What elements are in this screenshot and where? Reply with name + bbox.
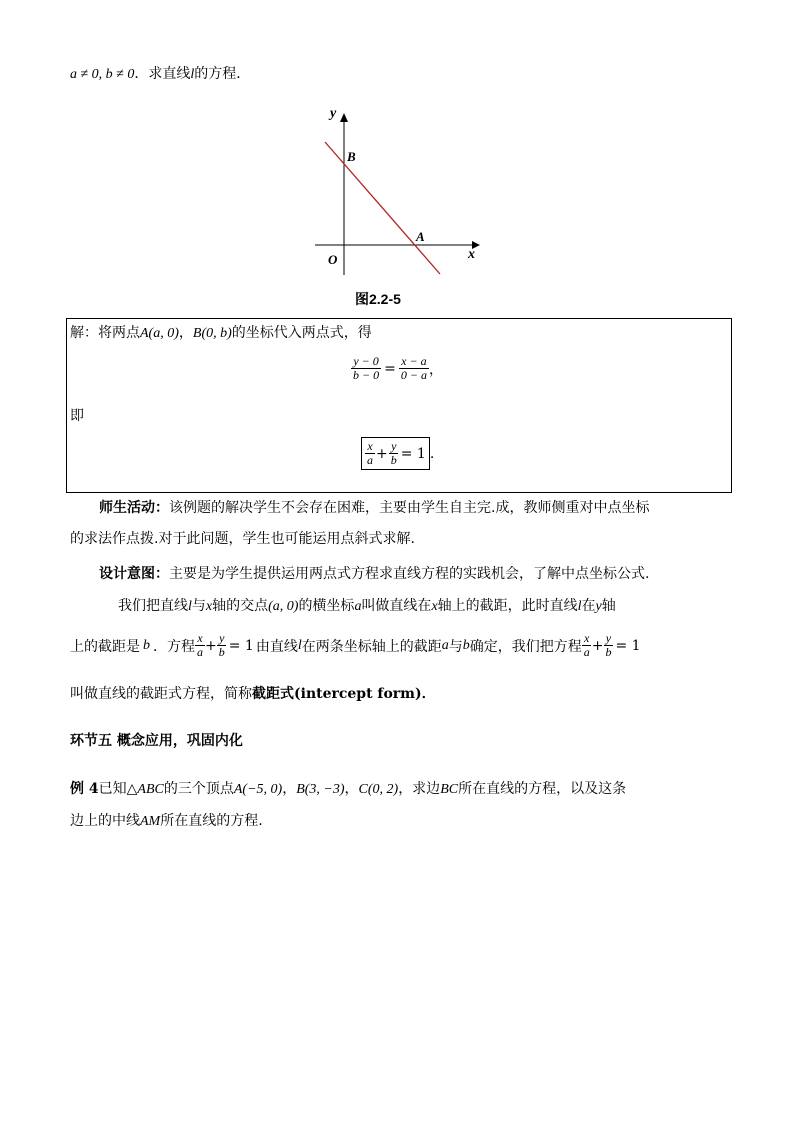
section-title: 环节五 概念应用，巩固内化: [70, 733, 243, 749]
intercept-line-1: 我们把直线l与x轴的交点(a, 0)的横坐标a叫做直线在x轴上的截距，此时直线l在y轴: [118, 598, 616, 614]
example-label: 例 4: [70, 781, 99, 797]
design-intent: 设计意图：主要是为学生提供运用两点式方程求直线方程的实践机会，了解中点坐标公式.: [99, 566, 650, 582]
boxed-equation: $\frac{x}{a}$ + $\frac{y}{b}$ = 1: [361, 437, 430, 470]
activity-line-2: 的求法作点拨.对于此问题，学生也可能运用点斜式求解.: [70, 531, 415, 547]
coordinate-figure: [300, 100, 500, 280]
figure-caption: 图2.2-5: [355, 291, 401, 307]
line-l: [325, 142, 440, 274]
point-b-label: B: [347, 149, 356, 164]
solution-intro: 解：将两点A(a, 0)，B(0, b)的坐标代入两点式，得: [70, 325, 372, 341]
intercept-term: 截距式(intercept form): [252, 686, 422, 702]
equation-two-point: $\frac{y - 0}{b - 0}$ = $\frac{x - a}{0 - a}$ ，: [353, 354, 443, 383]
design-label: 设计意图：: [99, 566, 169, 582]
origin-label: O: [328, 252, 338, 267]
y-label: y: [330, 106, 337, 121]
condition: a ≠ 0, b ≠ 0: [70, 67, 135, 82]
x-label: x: [468, 247, 475, 262]
point-a-label: A: [416, 229, 425, 244]
solution-box: [66, 318, 732, 493]
ji-label: 即: [70, 408, 84, 424]
activity-label: 师生活动：: [99, 500, 169, 516]
intercept-line-2: 上的截距是 b ．方程 $\frac{x}{a}$ + $\frac{y}{b}$ = 1 由直线 l 在两条坐标轴上的截距 a 与 b 确定，我们把方程 $\frac{x}{a}$ + $\frac{y}{b}$ = 1: [70, 631, 641, 660]
top-line: a ≠ 0, b ≠ 0．求直线l的方程．: [70, 66, 251, 82]
equation-intercept-boxed: $\frac{x}{a}$ + $\frac{y}{b}$ = 1 .: [361, 437, 434, 470]
y-axis-arrow-icon: [340, 113, 348, 122]
intercept-line-3: 叫做直线的截距式方程，简称截距式(intercept form)．: [70, 686, 436, 702]
example-4-line-1: 例 4已知△ABC的三个顶点A(−5, 0)，B(3, −3)，C(0, 2)，求边BC所在直线的方程，以及这条: [70, 781, 627, 797]
activity-line-1: 师生活动：该例题的解决学生不会存在困难，主要由学生自主完.成，教师侧重对中点坐标: [99, 500, 650, 516]
example-4-line-2: 边上的中线AM所在直线的方程.: [70, 813, 263, 829]
